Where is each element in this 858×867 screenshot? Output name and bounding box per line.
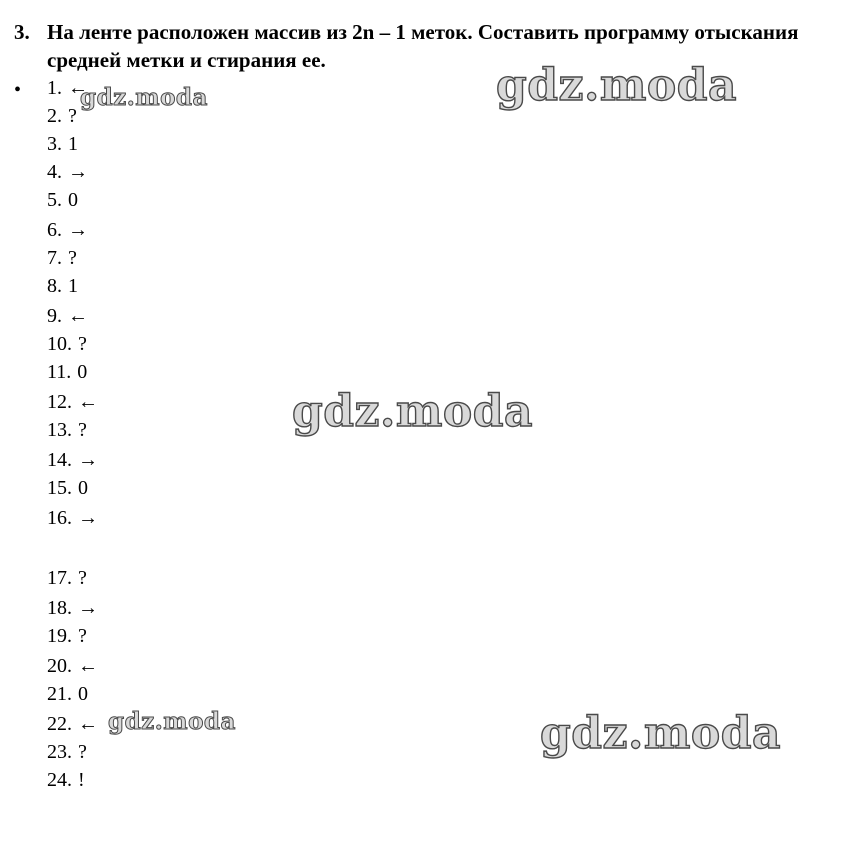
step-command: 1: [68, 133, 78, 155]
step-number: 19.: [47, 625, 72, 647]
step-number: 6.: [47, 219, 62, 241]
program-step: [47, 246, 77, 270]
step-command: 1: [68, 275, 78, 297]
program-step: [47, 188, 78, 212]
step-command: →: [78, 597, 98, 619]
step-command: →: [68, 219, 88, 241]
step-command: ?: [78, 567, 87, 589]
program-step: [47, 448, 98, 472]
step-command: →: [68, 161, 88, 183]
step-command: ←: [78, 391, 98, 413]
program-step: [47, 418, 87, 442]
step-number: 1.: [47, 77, 62, 99]
step-number: 20.: [47, 655, 72, 677]
step-command: ←: [78, 655, 98, 677]
step-command: ?: [78, 625, 87, 647]
step-command: ?: [78, 741, 87, 763]
step-number: 12.: [47, 391, 72, 413]
step-number: 2.: [47, 105, 62, 127]
step-number: 7.: [47, 247, 62, 269]
step-number: 3.: [47, 133, 62, 155]
step-number: 21.: [47, 683, 72, 705]
watermark: gdz.moda: [540, 708, 782, 759]
step-command: ?: [78, 419, 87, 441]
step-command: ?: [68, 247, 77, 269]
program-step: [47, 768, 85, 792]
program-step: [47, 304, 88, 328]
program-step: [47, 218, 88, 242]
program-step: [47, 682, 88, 706]
step-command: ?: [78, 333, 87, 355]
watermark: gdz.moda: [108, 708, 236, 735]
step-command: 0: [78, 477, 88, 499]
step-command: 0: [68, 189, 78, 211]
program-step: [47, 740, 87, 764]
step-number: 8.: [47, 275, 62, 297]
step-number: 5.: [47, 189, 62, 211]
task-text: На ленте расположен массив из 2n – 1 меток. Составить программу отыскания средней метки и стирания ее.: [47, 20, 799, 72]
program-step: [47, 566, 87, 590]
step-number: 4.: [47, 161, 62, 183]
program-step: [47, 332, 87, 356]
watermark: gdz.moda: [80, 84, 208, 111]
program-step: [47, 624, 87, 648]
step-command: 0: [78, 683, 88, 705]
program-step: [47, 390, 98, 414]
step-number: 13.: [47, 419, 72, 441]
step-number: 24.: [47, 769, 72, 791]
step-number: 18.: [47, 597, 72, 619]
step-command: !: [78, 769, 85, 791]
step-number: 10.: [47, 333, 72, 355]
step-command: →: [78, 507, 98, 529]
step-command: →: [78, 449, 98, 471]
program-step: [47, 654, 98, 678]
program-step: [47, 160, 88, 184]
program-step: [47, 712, 98, 736]
program-step: [47, 476, 88, 500]
step-number: 22.: [47, 713, 72, 735]
step-command: 0: [77, 361, 88, 383]
program-step: [47, 274, 78, 298]
program-step: [47, 506, 98, 530]
step-number: 17.: [47, 567, 72, 589]
program-step: [47, 596, 98, 620]
step-command: ←: [68, 77, 88, 99]
step-command: ←: [68, 305, 88, 327]
step-number: 11.: [47, 361, 72, 383]
step-number: 16.: [47, 507, 72, 529]
step-number: 9.: [47, 305, 62, 327]
task-number: 3.: [14, 20, 30, 44]
step-command: ?: [68, 105, 77, 127]
step-command: ←: [78, 713, 98, 735]
program-step: [47, 104, 77, 128]
watermark: gdz.moda: [292, 386, 534, 437]
watermark: gdz.moda: [496, 60, 738, 111]
list-bullet: •: [14, 79, 22, 101]
program-step: [47, 360, 87, 384]
program-step: [47, 132, 78, 156]
step-number: 14.: [47, 449, 72, 471]
step-number: 23.: [47, 741, 72, 763]
step-number: 15.: [47, 477, 72, 499]
